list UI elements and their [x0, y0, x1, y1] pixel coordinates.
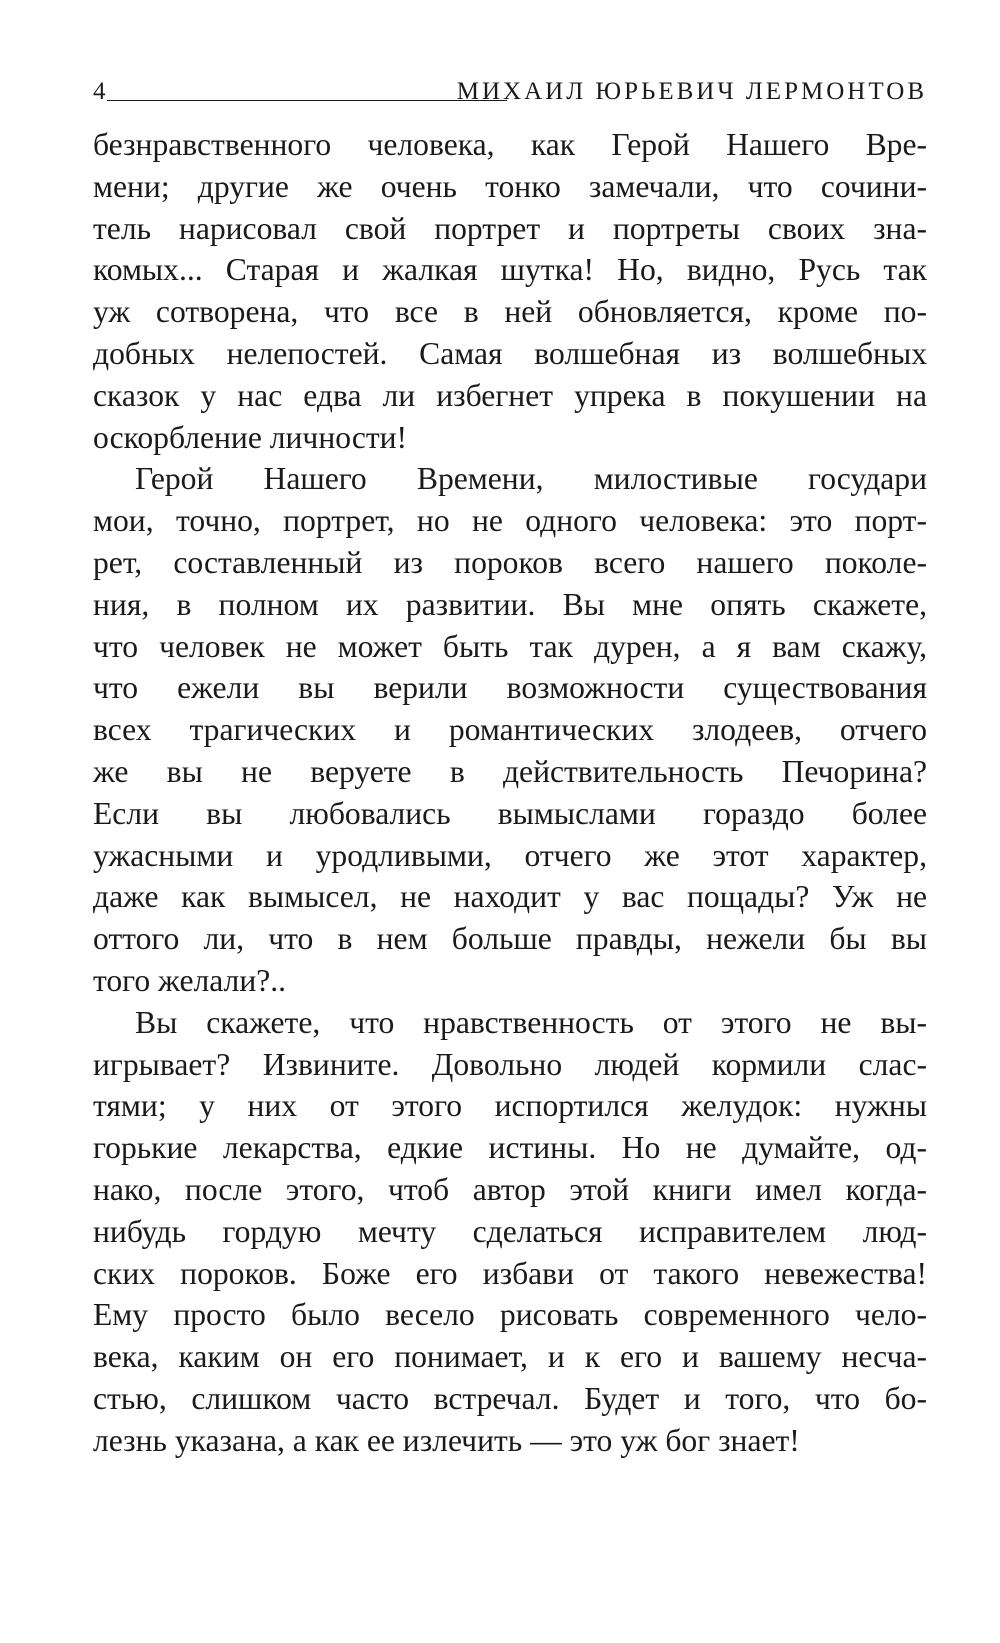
text-line: стью, слишком часто встречал. Будет и того, что бо-: [93, 1380, 927, 1416]
text-line: что ежели вы верили возможности существования: [93, 670, 927, 706]
text-line: мени; другие же очень тонко замечали, что сочини-: [93, 168, 927, 204]
text-line: лезнь указана, а как ее излечить — это уж бог знает!: [93, 1422, 800, 1458]
text-line: нибудь гордую мечту сделаться исправителем люд-: [93, 1213, 927, 1249]
text-line: ужасными и уродливыми, отчего же этот характер,: [93, 837, 927, 873]
text-line: Ему просто было весело рисовать современного чело-: [93, 1297, 927, 1333]
page-number: 4: [93, 78, 106, 105]
page-header: [93, 76, 927, 110]
text-line: века, каким он его понимает, и к его и вашему несча-: [93, 1339, 927, 1375]
text-line: же вы не веруете в действительность Печорина?: [93, 753, 927, 789]
text-line: Если вы любовались вымыслами гораздо более: [93, 795, 927, 831]
text-line: тями; у них от этого испортился желудок: нужны: [93, 1088, 927, 1124]
text-line: комых... Старая и жалкая шутка! Но, видно, Русь так: [93, 252, 927, 288]
header-rule: [107, 100, 507, 101]
text-line: нако, после этого, чтоб автор этой книги имел когда-: [93, 1171, 927, 1207]
text-line: сказок у нас едва ли избегнет упрека в покушении на: [93, 377, 927, 413]
text-line: оскорбление личности!: [93, 419, 408, 455]
text-line: горькие лекарства, едкие истины. Но не думайте, од-: [93, 1130, 927, 1166]
text-line: безнравственного человека, как Герой Нашего Вре-: [93, 127, 927, 162]
text-line: ских пороков. Боже его избави от такого невежества!: [93, 1255, 927, 1291]
text-line: оттого ли, что в нем больше правды, нежели бы вы: [93, 921, 927, 957]
text-line: того желали?..: [93, 962, 287, 998]
running-title: МИХАИЛ ЮРЬЕВИЧ ЛЕРМОНТОВ: [456, 78, 927, 105]
text-line: даже как вымысел, не находит у вас пощады? Уж не: [93, 879, 927, 915]
text-line: рет, составленный из пороков всего нашего поколе-: [93, 544, 927, 580]
body-text: [93, 124, 927, 1462]
text-line: всех трагических и романтических злодеев, отчего: [93, 712, 927, 748]
text-line: что человек не может быть так дурен, а я вам скажу,: [93, 628, 927, 664]
text-line: ния, в полном их развитии. Вы мне опять скажете,: [93, 586, 927, 622]
text-line: уж сотворена, что все в ней обновляется, кроме по-: [93, 294, 927, 330]
text-line: мои, точно, портрет, но не одного человека: это порт-: [93, 503, 927, 539]
text-line: тель нарисовал свой портрет и портреты своих зна-: [93, 210, 927, 246]
text-line: Вы скажете, что нравственность от этого не вы-: [135, 1004, 927, 1040]
text-line: добных нелепостей. Самая волшебная из волшебных: [93, 335, 927, 371]
text-line: игрывает? Извините. Довольно людей кормили слас-: [93, 1046, 927, 1082]
text-line: Герой Нашего Времени, милостивые государи: [135, 461, 927, 497]
